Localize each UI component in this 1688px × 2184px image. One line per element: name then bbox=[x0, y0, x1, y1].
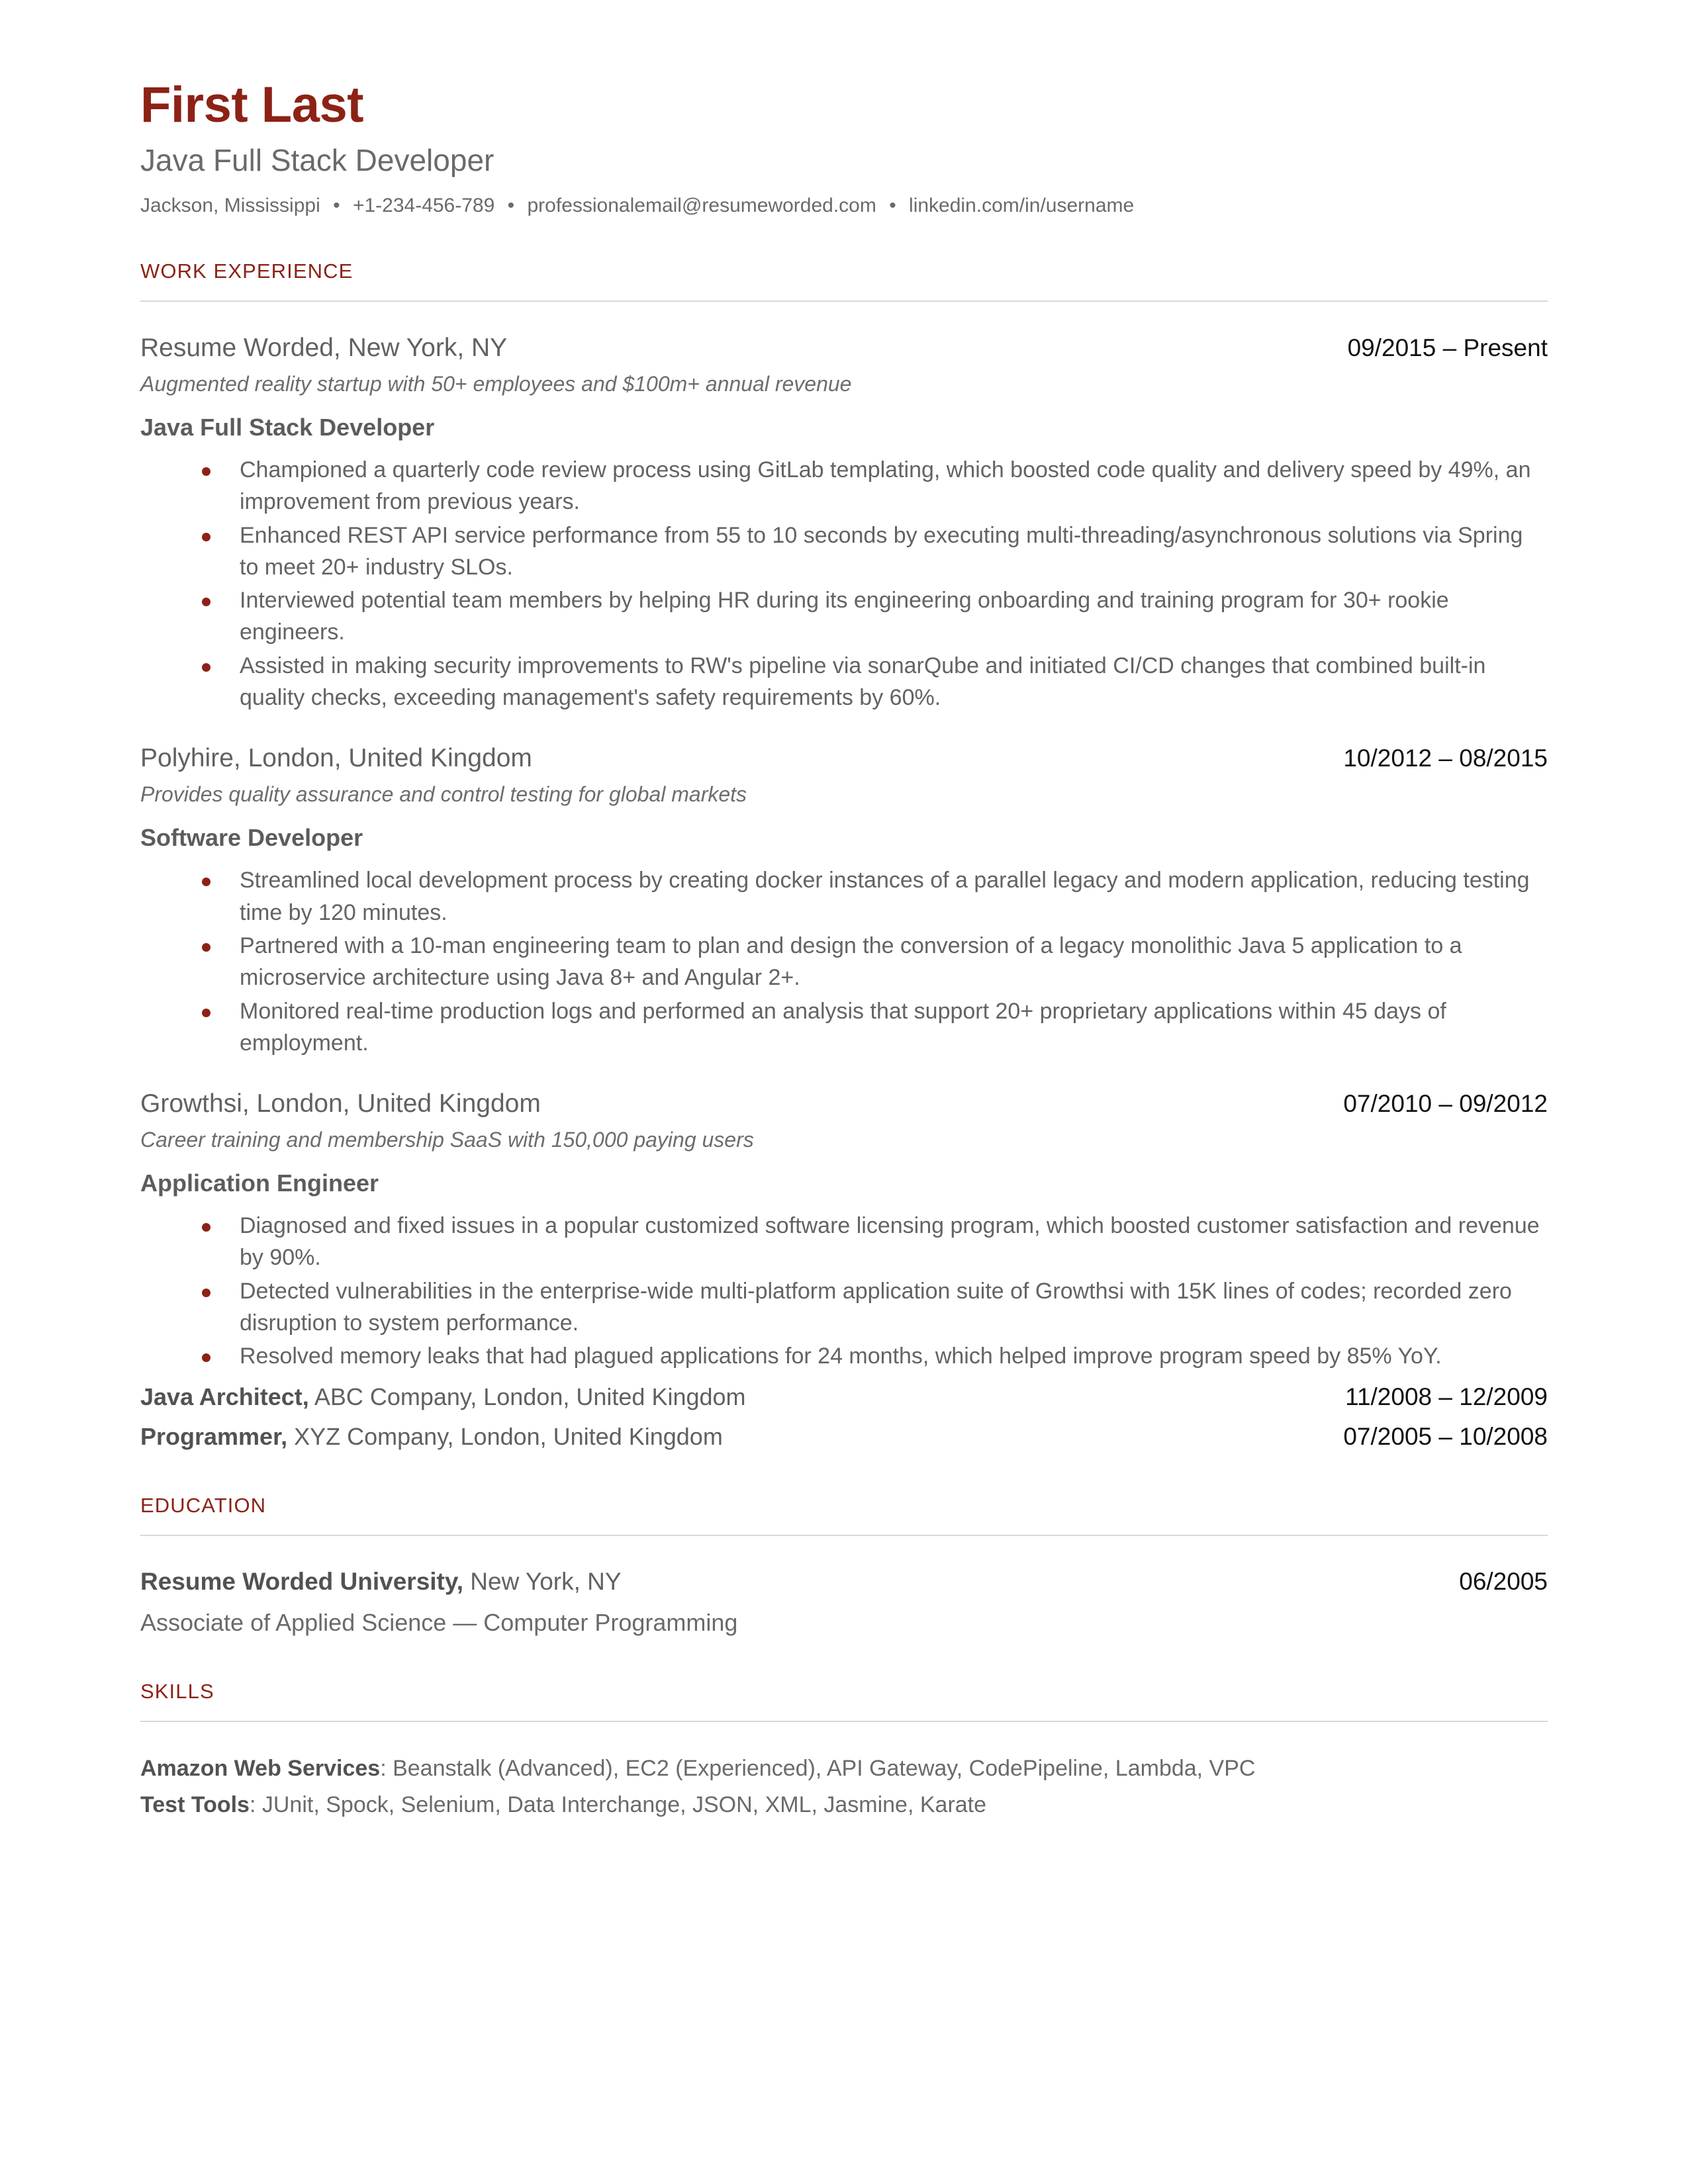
list-item bbox=[140, 520, 1548, 584]
list-item bbox=[140, 995, 1548, 1060]
list-item bbox=[140, 864, 1548, 929]
bullet-text: Detected vulnerabilities in the enterprise-wide multi-platform application suite of Growthsi with 15K lines of codes; recorded zero disruption to system performance. bbox=[240, 1278, 1512, 1336]
bullet-text: Partnered with a 10-man engineering team to plan and design the conversion of a legacy monolithic Java 5 application to a microservice architecture using Java 8+ and Angular 2+. bbox=[240, 933, 1462, 991]
section-skills bbox=[140, 1680, 1548, 1822]
contact-linkedin[interactable]: linkedin.com/in/username bbox=[909, 194, 1135, 216]
work-entry-job-title: Java Full Stack Developer bbox=[140, 414, 435, 441]
professional-headline: Java Full Stack Developer bbox=[140, 143, 494, 178]
bullet-dot-icon bbox=[202, 1009, 211, 1017]
short-work-entry bbox=[140, 1422, 1548, 1453]
short-work-entry-title: Programmer, bbox=[140, 1423, 288, 1451]
page-title: First Last bbox=[140, 77, 364, 133]
bullet-dot-icon bbox=[202, 598, 211, 606]
list-item bbox=[140, 930, 1548, 994]
short-work-entry-dates: 11/2008 – 12/2009 bbox=[1345, 1383, 1548, 1410]
work-entry-header bbox=[140, 1088, 1548, 1120]
education-school-location: New York, NY bbox=[463, 1568, 622, 1596]
education-entry-header bbox=[140, 1567, 1548, 1597]
short-work-entry-company: ABC Company, London, United Kingdom bbox=[308, 1383, 746, 1410]
skill-category: Amazon Web Services bbox=[140, 1756, 381, 1782]
work-entry-job-title: Application Engineer bbox=[140, 1169, 379, 1197]
bullet-text: Interviewed potential team members by helping HR during its engineering onboarding and training program for 30+ rookie engineers. bbox=[240, 588, 1449, 645]
bullet-text: Resolved memory leaks that had plagued applications for 24 months, which helped improve program speed by 85% YoY. bbox=[240, 1343, 1442, 1369]
list-item bbox=[140, 1210, 1548, 1274]
education-entry bbox=[140, 1567, 1548, 1639]
bullet-text: Diagnosed and fixed issues in a popular customized software licensing program, which boosted customer satisfaction and revenue by 90%. bbox=[240, 1213, 1540, 1271]
work-entry bbox=[140, 332, 1548, 713]
bullet-text: Assisted in making security improvements to RW's pipeline via sonarQube and initiated CI/CD changes that combined built-in quality checks, exceeding management's safety requirements by 60%. bbox=[240, 653, 1486, 710]
education-entry-dates: 06/2005 bbox=[1459, 1568, 1548, 1596]
short-work-entry-role bbox=[140, 1422, 723, 1453]
skill-row bbox=[140, 1752, 1548, 1785]
contact-separator-icon: • bbox=[889, 194, 896, 216]
section-education bbox=[140, 1494, 1548, 1639]
bullet-dot-icon bbox=[202, 943, 211, 952]
education-school-name: Resume Worded University, bbox=[140, 1568, 463, 1596]
bullet-dot-icon bbox=[202, 1223, 211, 1232]
list-item bbox=[140, 650, 1548, 714]
bullet-dot-icon bbox=[202, 533, 211, 541]
bullet-dot-icon bbox=[202, 467, 211, 476]
list-item bbox=[140, 1275, 1548, 1340]
work-entry-dates: 09/2015 – Present bbox=[1347, 334, 1548, 361]
short-work-entry-company: XYZ Company, London, United Kingdom bbox=[287, 1423, 723, 1451]
education-school-line bbox=[140, 1567, 622, 1597]
bullet-text: Monitored real-time production logs and performed an analysis that support 20+ proprietary applications within 45 days of employment. bbox=[240, 998, 1446, 1056]
work-entry-org-description: Augmented reality startup with 50+ employees and $100m+ annual revenue bbox=[140, 371, 852, 396]
short-work-entry bbox=[140, 1382, 1548, 1413]
work-entry-dates: 07/2010 – 09/2012 bbox=[1343, 1090, 1548, 1118]
contact-phone[interactable]: +1-234-456-789 bbox=[352, 194, 495, 216]
contact-location: Jackson, Mississippi bbox=[140, 194, 320, 216]
resume-header bbox=[140, 78, 1548, 218]
bullet-dot-icon bbox=[202, 663, 211, 672]
bullet-text: Streamlined local development process by creating docker instances of a parallel legacy and modern application, reducing testing time by 120 minutes. bbox=[240, 868, 1530, 925]
work-entry-bullet-list bbox=[140, 1210, 1548, 1372]
skills-list bbox=[140, 1752, 1548, 1822]
list-item bbox=[140, 1340, 1548, 1372]
contact-separator-icon: • bbox=[507, 194, 515, 216]
section-title-education: EDUCATION bbox=[140, 1494, 267, 1518]
work-entry-org-description: Provides quality assurance and control testing for global markets bbox=[140, 782, 747, 806]
section-title-skills: SKILLS bbox=[140, 1680, 214, 1704]
bullet-text: Championed a quarterly code review process using GitLab templating, which boosted code quality and delivery speed by 49%, an improvement from previous years. bbox=[240, 457, 1531, 515]
bullet-text: Enhanced REST API service performance from 55 to 10 seconds by executing multi-threading/asynchronous solutions via Spring to meet 20+ industry SLOs. bbox=[240, 522, 1523, 580]
work-entry-organization: Polyhire, London, United Kingdom bbox=[140, 744, 532, 773]
list-item bbox=[140, 454, 1548, 518]
short-work-entries bbox=[140, 1382, 1548, 1453]
work-entry bbox=[140, 743, 1548, 1059]
work-entry bbox=[140, 1088, 1548, 1373]
skill-values: : JUnit, Spock, Selenium, Data Interchange, JSON, XML, Jasmine, Karate bbox=[249, 1792, 987, 1818]
short-work-entry-role bbox=[140, 1382, 746, 1413]
bullet-dot-icon bbox=[202, 1353, 211, 1362]
short-work-entry-title: Java Architect, bbox=[140, 1383, 309, 1410]
work-entry-organization: Growthsi, London, United Kingdom bbox=[140, 1089, 541, 1118]
skill-row bbox=[140, 1789, 1548, 1821]
contact-separator-icon: • bbox=[333, 194, 340, 216]
bullet-dot-icon bbox=[202, 878, 211, 886]
short-work-entry-dates: 07/2005 – 10/2008 bbox=[1343, 1423, 1548, 1451]
education-degree: Associate of Applied Science — Computer Programming bbox=[140, 1609, 738, 1637]
section-divider bbox=[140, 1535, 1548, 1536]
section-work-experience bbox=[140, 259, 1548, 1453]
section-title-work-experience: WORK EXPERIENCE bbox=[140, 259, 353, 283]
skill-category: Test Tools bbox=[140, 1792, 250, 1818]
work-entry-dates: 10/2012 – 08/2015 bbox=[1343, 745, 1548, 772]
work-entry-org-description: Career training and membership SaaS with 150,000 paying users bbox=[140, 1127, 754, 1152]
section-divider bbox=[140, 1721, 1548, 1722]
bullet-dot-icon bbox=[202, 1289, 211, 1297]
list-item bbox=[140, 584, 1548, 649]
contact-line bbox=[140, 193, 1548, 218]
work-entry-bullet-list bbox=[140, 454, 1548, 713]
skill-values: : Beanstalk (Advanced), EC2 (Experienced), API Gateway, CodePipeline, Lambda, VPC bbox=[380, 1756, 1256, 1782]
section-divider bbox=[140, 300, 1548, 302]
work-entry-header bbox=[140, 743, 1548, 774]
work-entry-header bbox=[140, 332, 1548, 364]
work-entry-organization: Resume Worded, New York, NY bbox=[140, 333, 508, 362]
work-entry-job-title: Software Developer bbox=[140, 824, 363, 852]
work-entry-bullet-list bbox=[140, 864, 1548, 1059]
contact-email[interactable]: professionalemail@resumeworded.com bbox=[527, 194, 876, 216]
